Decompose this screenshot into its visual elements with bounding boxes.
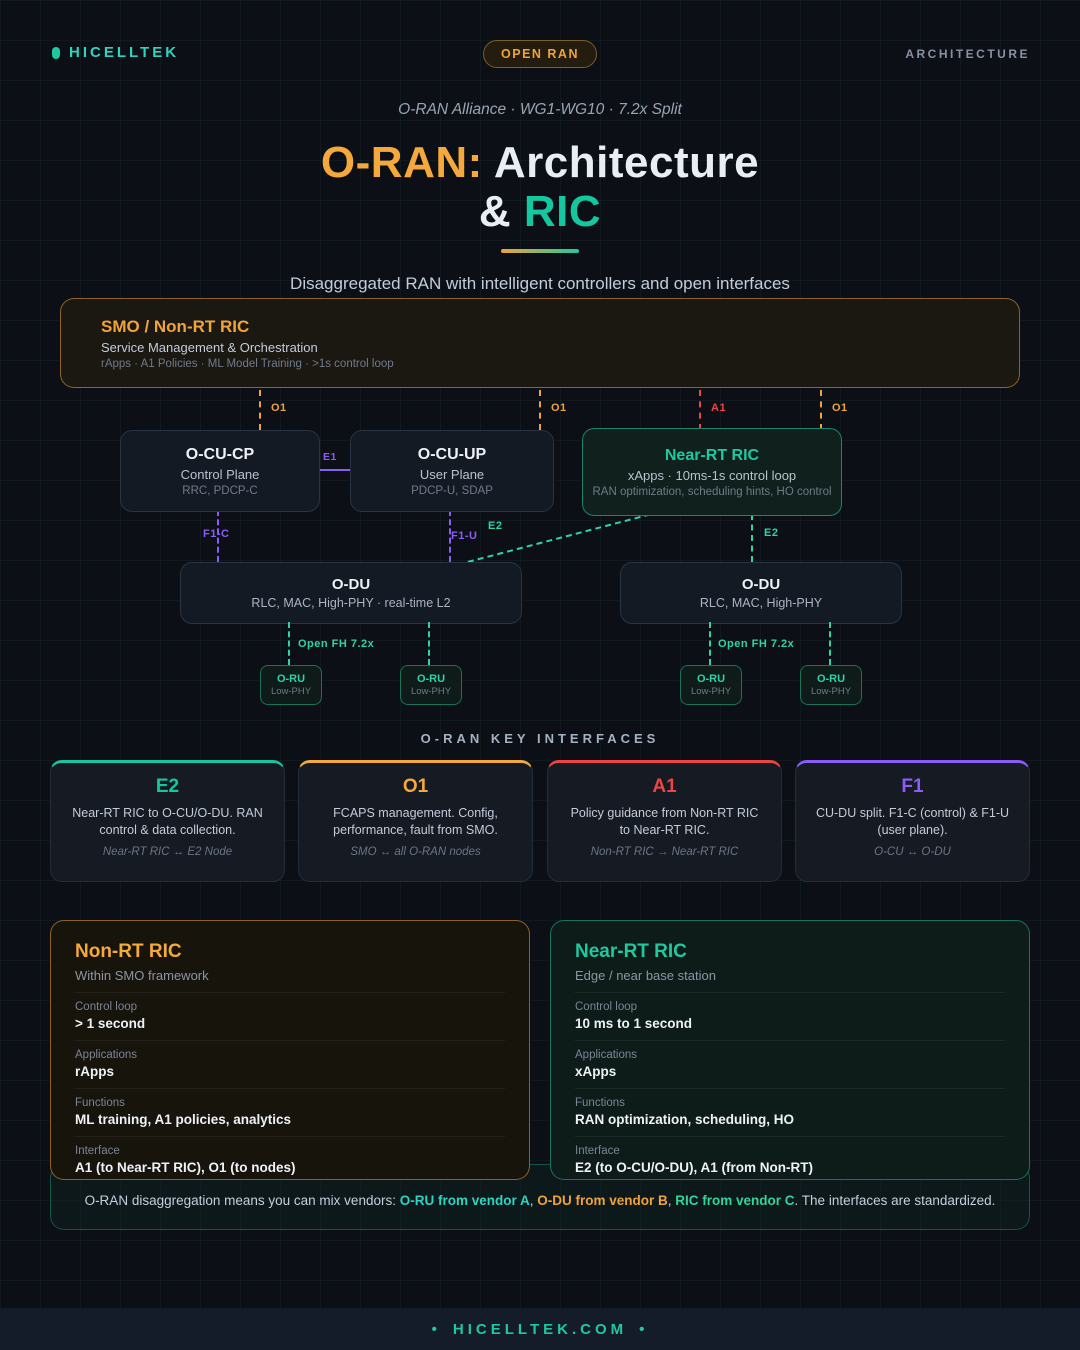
panel-subtitle: Within SMO framework bbox=[75, 968, 209, 983]
open-fh-label: Open FH 7.2x bbox=[718, 638, 795, 650]
o1-label: O1 bbox=[551, 402, 567, 414]
o1-label: O1 bbox=[271, 402, 287, 414]
page-subtitle: Disaggregated RAN with intelligent controllers and open interfaces bbox=[290, 274, 790, 293]
note-sep: , bbox=[529, 1193, 538, 1208]
interface-desc: CU-DU split. F1-C (control) & F1-U (user plane). bbox=[815, 806, 1010, 837]
interface-endpoints: Non-RT RIC → Near-RT RIC bbox=[590, 846, 739, 858]
note-text bbox=[85, 1193, 996, 1208]
e2-line bbox=[751, 514, 753, 562]
nearrt-detail: RAN optimization, scheduling hints, HO control bbox=[592, 485, 832, 498]
title-line-2 bbox=[0, 187, 1080, 236]
row-label: Functions bbox=[575, 1097, 625, 1109]
smo-detail: rApps · A1 Policies · ML Model Training · >1s control loop bbox=[101, 357, 394, 370]
row-value: ML training, A1 policies, analytics bbox=[75, 1112, 292, 1127]
nearrt-ric-node bbox=[582, 428, 842, 516]
ocuup-node bbox=[350, 430, 554, 512]
panel-row bbox=[75, 1136, 505, 1175]
panel-title: Near-RT RIC bbox=[575, 941, 687, 962]
open-ran-badge: OPEN RAN bbox=[483, 40, 597, 68]
ocucp-detail: RRC, PDCP-C bbox=[182, 484, 258, 497]
oru-title: O-RU bbox=[416, 673, 446, 685]
interface-card-f1 bbox=[795, 760, 1030, 882]
panel-row bbox=[575, 1088, 1005, 1127]
open-fh-label: Open FH 7.2x bbox=[298, 638, 375, 650]
title-divider bbox=[501, 249, 579, 253]
oru-subtitle: Low-PHY bbox=[690, 686, 732, 697]
smo-title: SMO / Non-RT RIC bbox=[101, 316, 250, 336]
oru-node bbox=[400, 665, 462, 705]
ocucp-title: O-CU-CP bbox=[185, 445, 255, 463]
nearrt-ric-panel bbox=[550, 920, 1030, 1180]
fh-line-4 bbox=[829, 622, 831, 665]
ocucp-node bbox=[120, 430, 320, 512]
panel-row bbox=[575, 1040, 1005, 1079]
o1-line-ric bbox=[820, 390, 822, 430]
title-ric: RIC bbox=[523, 187, 602, 236]
odu-subtitle: RLC, MAC, High-PHY bbox=[699, 596, 823, 610]
ocuup-subtitle: User Plane bbox=[419, 466, 485, 482]
interface-endpoints: Near-RT RIC ↔ E2 Node bbox=[102, 846, 233, 858]
row-label: Interface bbox=[575, 1145, 620, 1157]
note-vendor-c: RIC from vendor C bbox=[675, 1193, 795, 1208]
architecture-tag: ARCHITECTURE bbox=[905, 47, 1030, 61]
odu-left-node bbox=[180, 562, 522, 624]
panel-row bbox=[75, 992, 505, 1031]
interface-name: O1 bbox=[402, 776, 429, 797]
fh-line-2 bbox=[428, 622, 430, 665]
note-sep: , bbox=[667, 1193, 676, 1208]
oru-subtitle: Low-PHY bbox=[810, 686, 852, 697]
smo-node bbox=[60, 298, 1020, 388]
o1-line-cuup bbox=[539, 390, 541, 430]
ocuup-title: O-CU-UP bbox=[417, 445, 487, 463]
o1-line-cucp bbox=[259, 390, 261, 430]
a1-line bbox=[699, 390, 701, 430]
interface-name: E2 bbox=[155, 776, 180, 797]
row-label: Control loop bbox=[75, 1001, 138, 1013]
footer-dot-icon: • bbox=[639, 1320, 649, 1338]
e2-label: E2 bbox=[488, 520, 503, 532]
row-label: Interface bbox=[75, 1145, 120, 1157]
note-suffix: . The interfaces are standardized. bbox=[794, 1193, 996, 1208]
interface-endpoints: O-CU ↔ O-DU bbox=[874, 846, 951, 858]
oru-node bbox=[680, 665, 742, 705]
interface-desc: Policy guidance from Non-RT RIC to Near-RT RIC. bbox=[570, 806, 759, 837]
note-vendor-b: O-DU from vendor B bbox=[537, 1193, 668, 1208]
interface-card-a1 bbox=[547, 760, 782, 882]
e1-line bbox=[318, 469, 350, 471]
odu-right-node bbox=[620, 562, 902, 624]
brand bbox=[52, 44, 179, 61]
note-prefix: O-RAN disaggregation means you can mix vendors: bbox=[84, 1193, 400, 1208]
oru-title: O-RU bbox=[276, 673, 306, 685]
interface-desc: Near-RT RIC to O-CU/O-DU. RAN control & data collection. bbox=[72, 806, 263, 837]
row-label: Applications bbox=[575, 1049, 638, 1061]
title-architecture: Architecture bbox=[493, 138, 760, 187]
footer-dot-icon: • bbox=[431, 1320, 441, 1338]
note-vendor-a: O-RU from vendor A bbox=[399, 1193, 530, 1208]
panel-row bbox=[575, 992, 1005, 1031]
oru-subtitle: Low-PHY bbox=[410, 686, 452, 697]
title-oran: O-RAN: bbox=[320, 138, 483, 187]
row-value: RAN optimization, scheduling, HO bbox=[575, 1112, 794, 1127]
row-label: Control loop bbox=[575, 1001, 638, 1013]
footer-bar bbox=[0, 1308, 1080, 1350]
nearrt-subtitle: xApps · 10ms-1s control loop bbox=[627, 467, 797, 483]
footer-site: HICELLTEK.COM bbox=[452, 1320, 628, 1338]
interface-name: A1 bbox=[652, 776, 677, 797]
oru-title: O-RU bbox=[816, 673, 846, 685]
row-value: 10 ms to 1 second bbox=[575, 1016, 693, 1031]
interface-endpoints: SMO ↔ all O-RAN nodes bbox=[350, 846, 481, 858]
nearrt-title: Near-RT RIC bbox=[664, 446, 760, 464]
row-value: xApps bbox=[575, 1064, 617, 1079]
ocucp-subtitle: Control Plane bbox=[180, 466, 260, 482]
oru-node bbox=[800, 665, 862, 705]
e1-label: E1 bbox=[323, 451, 337, 463]
kicker: O-RAN Alliance · WG1-WG10 · 7.2x Split bbox=[398, 101, 682, 118]
panel-title: Non-RT RIC bbox=[75, 941, 182, 962]
oru-title: O-RU bbox=[696, 673, 726, 685]
a1-label: A1 bbox=[711, 402, 727, 414]
title-line-1 bbox=[0, 138, 1080, 187]
brand-dot-icon bbox=[52, 47, 60, 59]
panel-row bbox=[575, 1136, 1005, 1175]
ocuup-detail: PDCP-U, SDAP bbox=[411, 484, 493, 497]
top-bar bbox=[0, 40, 1080, 70]
e2-label: E2 bbox=[764, 527, 779, 539]
panel-row bbox=[75, 1088, 505, 1127]
title-amp: & bbox=[478, 187, 512, 236]
odu-title: O-DU bbox=[741, 576, 781, 593]
row-value: A1 (to Near-RT RIC), O1 (to nodes) bbox=[75, 1160, 296, 1175]
f1u-label: F1-U bbox=[451, 530, 478, 542]
o1-label: O1 bbox=[832, 402, 848, 414]
interface-card-o1 bbox=[298, 760, 533, 882]
brand-name: HICELLTEK bbox=[69, 44, 180, 61]
interface-desc: FCAPS management. Config, performance, fault from SMO. bbox=[333, 806, 498, 837]
fh-line-1 bbox=[288, 622, 290, 665]
f1c-label: F1-C bbox=[203, 528, 230, 540]
smo-subtitle: Service Management & Orchestration bbox=[101, 339, 318, 355]
panel-subtitle: Edge / near base station bbox=[575, 968, 716, 983]
oru-subtitle: Low-PHY bbox=[270, 686, 312, 697]
interface-card-e2 bbox=[50, 760, 285, 882]
interface-name: F1 bbox=[901, 776, 924, 797]
row-value: > 1 second bbox=[75, 1016, 146, 1031]
odu-subtitle: RLC, MAC, High-PHY · real-time L2 bbox=[251, 596, 451, 610]
row-label: Applications bbox=[75, 1049, 138, 1061]
nonrt-ric-panel bbox=[50, 920, 530, 1180]
interfaces-heading: O-RAN KEY INTERFACES bbox=[420, 731, 660, 746]
panel-row bbox=[75, 1040, 505, 1079]
odu-title: O-DU bbox=[331, 576, 371, 593]
row-value: rApps bbox=[75, 1064, 115, 1079]
row-label: Functions bbox=[75, 1097, 125, 1109]
page-title bbox=[0, 138, 1080, 236]
oru-node bbox=[260, 665, 322, 705]
fh-line-3 bbox=[709, 622, 711, 665]
row-value: E2 (to O-CU/O-DU), A1 (from Non-RT) bbox=[575, 1160, 813, 1175]
